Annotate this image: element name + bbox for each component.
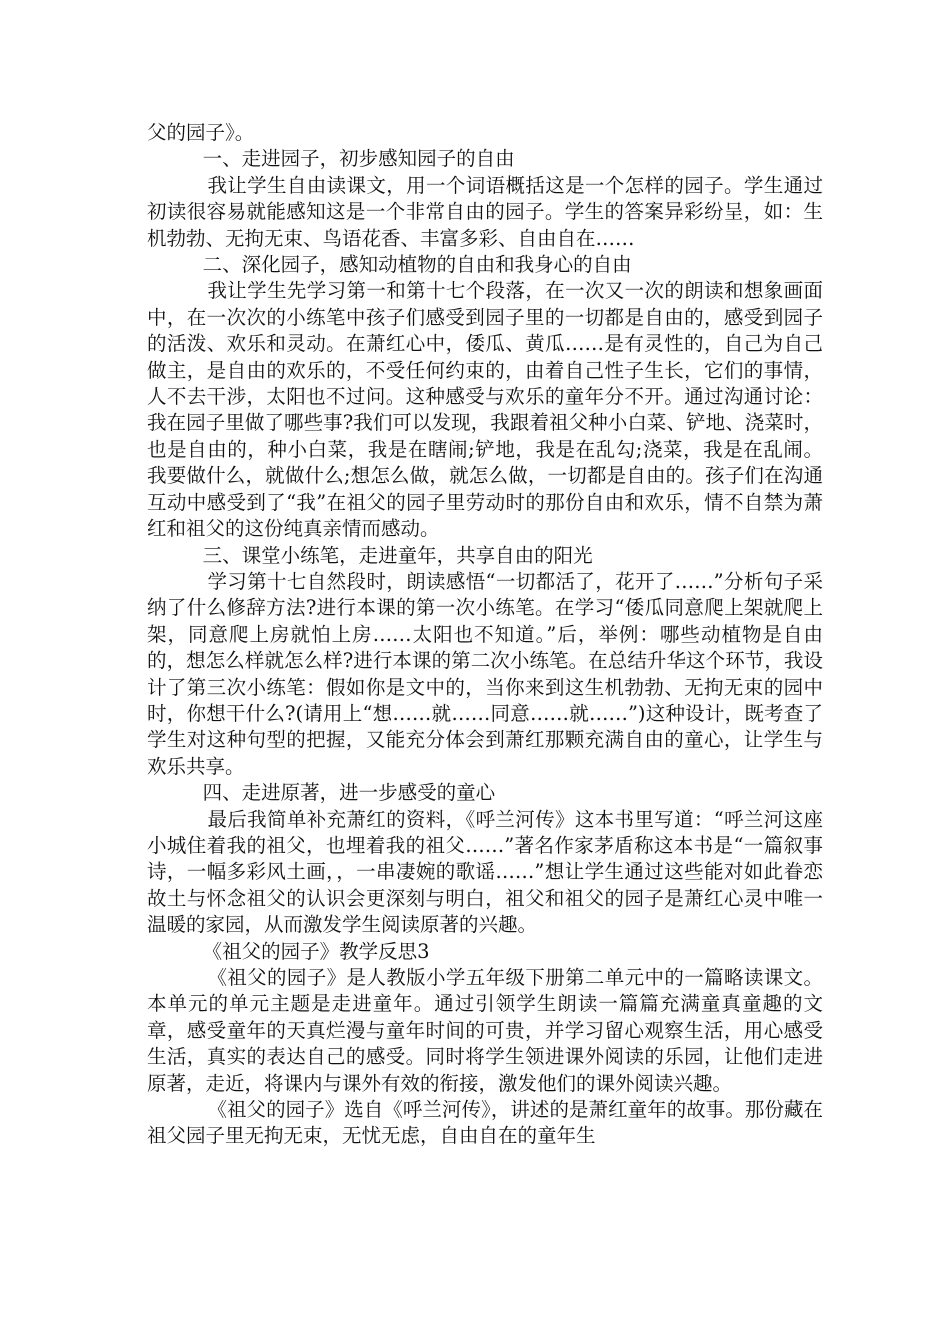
paragraph-2: 我让学生先学习第一和第十七个段落，在一次又一次的朗读和想象画面中，在一次次的小练笔中孩子们感受到园子里的一切都是自由的，感受到园子的活泼、欢乐和灵动。在萧红心中，倭瓜、黄瓜……是有灵性的，自己为自己做主，是自由的欢乐的，不受任何约束的，由着自己性子生长，它们的事情，人不去干涉，太阳也不过问。这种感受与欢乐的童年分不开。通过沟通讨论：我在园子里做了哪些事?我们可以发现，我跟着祖父种小白菜、铲地、浇菜时，也是自由的，种小白菜，我是在瞎闹;铲地，我是在乱勾;浇菜，我是在乱闹。我要做什么，就做什么;想怎么做，就怎么做，一切都是自由的。孩子们在沟通互动中感受到了“我”在祖父的园子里劳动时的那份自由和欢乐，情不自禁为萧红和祖父的这份纯真亲情而感动。 (147, 279, 823, 541)
paragraph-1: 我让学生自由读课文，用一个词语概括这是一个怎样的园子。学生通过初读很容易就能感知这是一个非常自由的园子。学生的答案异彩纷呈，如：生机勃勃、无拘无束、鸟语花香、丰富多彩、自由自在…… (147, 173, 823, 250)
section-heading-4: 四、走进原著，进一步感受的童心 (202, 781, 496, 805)
document-subtitle: 《祖父的园子》教学反思3 (202, 939, 430, 963)
paragraph-3: 学习第十七自然段时，朗读感悟“一切都活了，花开了……”分析句子采纳了什么修辞方法?进行本课的第一次小练笔。在学习“倭瓜同意爬上架就爬上架，同意爬上房就怕上房……太阳也不知道。”后，举例：哪些动植物是自由的，想怎么样就怎么样?进行本课的第二次小练笔。在总结升华这个环节，我设计了第三次小练笔：假如你是文中的，当你来到这生机勃勃、无拘无束的园中时，你想干什么?(请用上“想……就……同意……就……”)这种设计，既考查了学生对这种句型的把握，又能充分体会到萧红那颗充满自由的童心，让学生与欢乐共享。 (147, 569, 823, 778)
paragraph-4: 最后我简单补充萧红的资料，《呼兰河传》这本书里写道：“呼兰河这座小城住着我的祖父，也埋着我的祖父……”著名作家茅盾称这本书是“一篇叙事诗，一幅多彩风土画，，一串凄婉的歌谣……”想让学生通过这些能对如此眷恋故土与怀念祖父的认识会更深刻与明白，祖父和祖父的园子是萧红心灵中唯一温暖的家园，从而激发学生阅读原著的兴趣。 (147, 807, 823, 937)
section-heading-3: 三、课堂小练笔，走进童年，共享自由的阳光 (202, 543, 593, 567)
document-body (147, 120, 823, 1150)
section-heading-2: 二、深化园子，感知动植物的自由和我身心的自由 (202, 253, 632, 277)
section-heading-1: 一、走进园子，初步感知园子的自由 (202, 147, 515, 171)
paragraph-5: 《祖父的园子》是人教版小学五年级下册第二单元中的一篇略读课文。本单元的单元主题是走进童年。通过引领学生朗读一篇篇充满童真童趣的文章，感受童年的天真烂漫与童年时间的可贵，并学习留心观察生活，用心感受生活，真实的表达自己的感受。同时将学生领进课外阅读的乐园，让他们走进原著，走近，将课内与课外有效的衔接，激发他们的课外阅读兴趣。 (147, 966, 823, 1095)
paragraph-6: 《祖父的园子》选自《呼兰河传》，讲述的是萧红童年的故事。那份藏在祖父园子里无拘无束，无忧无虑，自由自在的童年生 (147, 1098, 823, 1148)
paragraph-continuation: 父的园子》。 (147, 121, 255, 144)
